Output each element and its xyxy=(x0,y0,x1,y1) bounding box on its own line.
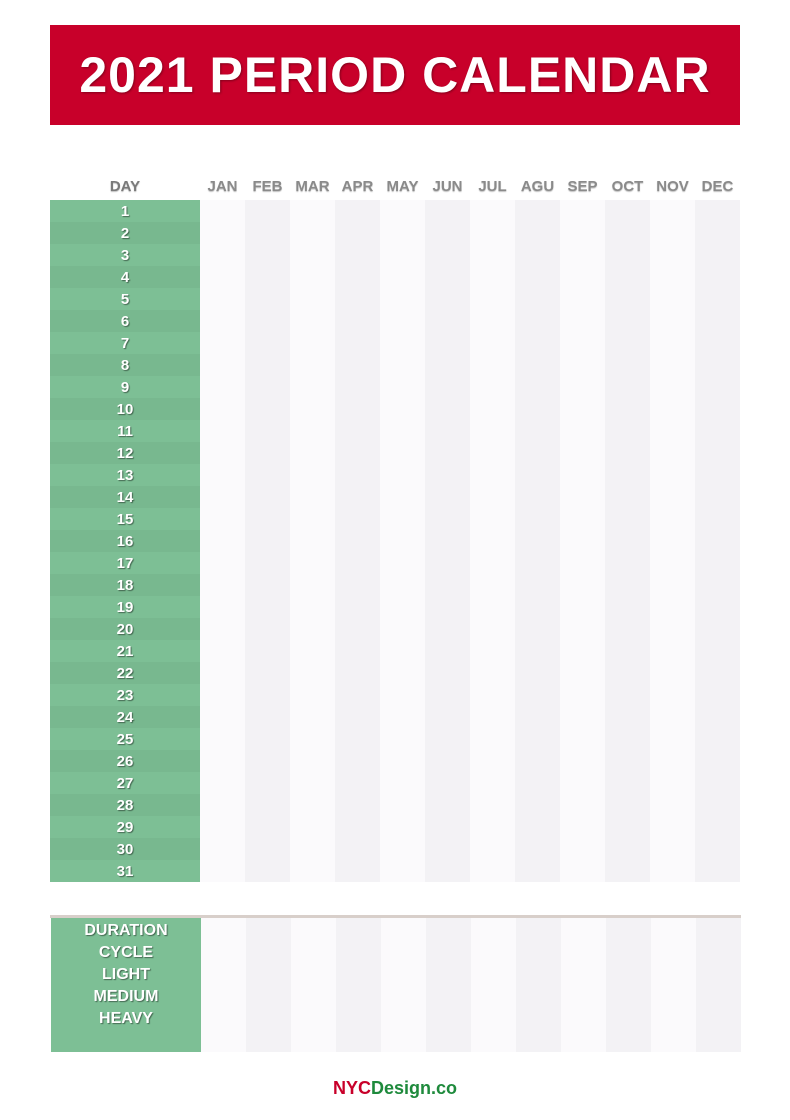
summary-column-feb[interactable] xyxy=(246,918,291,1052)
day-label: 10 xyxy=(116,401,134,418)
summary-label-duration: DURATION xyxy=(84,922,168,939)
day-label: 26 xyxy=(116,753,134,770)
summary-column-agu[interactable] xyxy=(516,918,561,1052)
month-header-apr: APR xyxy=(341,178,374,195)
month-column-apr[interactable] xyxy=(335,200,380,882)
day-label: 1 xyxy=(120,203,130,220)
month-column-jan[interactable] xyxy=(200,200,245,882)
day-label: 27 xyxy=(116,775,134,792)
day-label: 28 xyxy=(116,797,134,814)
month-header-dec: DEC xyxy=(701,178,734,195)
summary-column-jul[interactable] xyxy=(471,918,516,1052)
month-column-jun[interactable] xyxy=(425,200,470,882)
footer-brand xyxy=(0,1078,790,1099)
day-header: DAY xyxy=(109,178,141,195)
summary-column-oct[interactable] xyxy=(606,918,651,1052)
day-label: 19 xyxy=(116,599,134,616)
day-label: 18 xyxy=(116,577,134,594)
summary-column-jan[interactable] xyxy=(201,918,246,1052)
day-label: 31 xyxy=(116,863,134,880)
month-header-jun: JUN xyxy=(432,178,463,195)
month-column-agu[interactable] xyxy=(515,200,560,882)
summary-label-medium: MEDIUM xyxy=(93,988,159,1005)
day-column xyxy=(50,200,200,882)
summary-label-light: LIGHT xyxy=(102,966,150,983)
day-label: 2 xyxy=(120,225,130,242)
summary-column-mar[interactable] xyxy=(291,918,336,1052)
month-header-mar: MAR xyxy=(295,178,330,195)
month-header-jul: JUL xyxy=(478,178,507,195)
summary-column-jun[interactable] xyxy=(426,918,471,1052)
month-header-sep: SEP xyxy=(567,178,598,195)
month-header-jan: JAN xyxy=(207,178,238,195)
day-label: 13 xyxy=(116,467,134,484)
day-label: 23 xyxy=(116,687,134,704)
month-header-agu: AGU xyxy=(520,178,555,195)
month-header-nov: NOV xyxy=(656,178,689,195)
summary-column-nov[interactable] xyxy=(651,918,696,1052)
month-header-feb: FEB xyxy=(252,178,283,195)
day-label: 21 xyxy=(116,643,134,660)
day-label: 5 xyxy=(120,291,130,308)
summary-grid xyxy=(51,918,741,1052)
title-banner xyxy=(50,25,740,125)
day-label: 14 xyxy=(116,489,134,506)
day-label: 9 xyxy=(120,379,130,396)
summary-label-column xyxy=(51,918,201,1052)
day-label: 11 xyxy=(117,423,133,440)
day-label: 4 xyxy=(120,269,130,286)
day-label: 12 xyxy=(116,445,134,462)
month-column-feb[interactable] xyxy=(245,200,290,882)
day-label: 3 xyxy=(120,247,130,264)
day-label: 29 xyxy=(116,819,134,836)
footer-brand-b: Design.co xyxy=(370,1078,458,1098)
period-grid xyxy=(50,200,740,882)
month-column-jul[interactable] xyxy=(470,200,515,882)
footer-brand-a: NYC xyxy=(332,1078,371,1098)
day-label: 22 xyxy=(116,665,134,682)
summary-label-heavy: HEAVY xyxy=(99,1010,153,1027)
summary-column-sep[interactable] xyxy=(561,918,606,1052)
month-column-may[interactable] xyxy=(380,200,425,882)
month-column-mar[interactable] xyxy=(290,200,335,882)
day-label: 6 xyxy=(120,313,130,330)
summary-column-apr[interactable] xyxy=(336,918,381,1052)
page-title: 2021 PERIOD CALENDAR xyxy=(79,47,711,103)
day-label: 15 xyxy=(116,511,134,528)
summary-column-may[interactable] xyxy=(381,918,426,1052)
day-label: 8 xyxy=(120,357,130,374)
day-label: 16 xyxy=(116,533,134,550)
month-column-nov[interactable] xyxy=(650,200,695,882)
day-label: 30 xyxy=(116,841,134,858)
month-header-oct: OCT xyxy=(611,178,644,195)
day-label: 24 xyxy=(116,709,134,726)
month-column-sep[interactable] xyxy=(560,200,605,882)
day-label: 20 xyxy=(116,621,134,638)
day-label: 17 xyxy=(116,555,134,572)
day-label: 25 xyxy=(116,731,134,748)
summary-column-dec[interactable] xyxy=(696,918,741,1052)
month-column-dec[interactable] xyxy=(695,200,740,882)
day-label: 7 xyxy=(120,335,130,352)
month-column-oct[interactable] xyxy=(605,200,650,882)
summary-label-cycle: CYCLE xyxy=(98,944,154,961)
month-header-may: MAY xyxy=(386,178,419,195)
month-header-row xyxy=(50,176,740,200)
